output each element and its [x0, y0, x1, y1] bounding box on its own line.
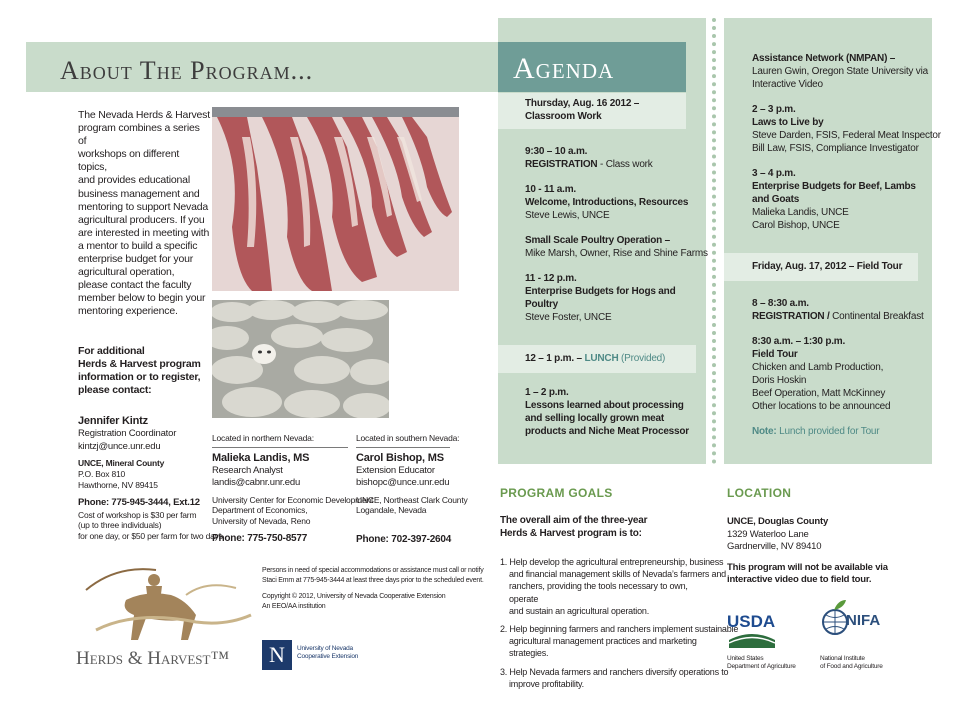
- agenda-right-list: Assistance Network (NMPAN) – Lauren Gwin, Oregon State University via Interactive Video 2 – 3 p.m. Laws to Live by Steve Darden, FSIS, Federal Meat Inspector Bill Law, FSIS, Compliance Investigator 3 – 4 p.m. Enterprise Budgets for Beef, Lambs and Goats Malieka Landis, UNCE Carol Bishop, UNCE: [752, 53, 941, 231]
- unr-logo: [262, 640, 292, 670]
- cowboy-horse-icon: [76, 560, 256, 650]
- day2-heading: Friday, Aug. 17, 2012 – Field Tour: [752, 261, 903, 272]
- about-title: About The Program...: [60, 56, 314, 85]
- divider: [212, 447, 348, 448]
- goal-item: 1. Help develop the agricultural entrepreneurship, business and financial management skills of Nevada’s farmers and ranchers, providing the tools necessary to own, operate and sustain an agricultural operation.: [500, 557, 726, 616]
- processing-item: 1 – 2 p.m. Lessons learned about processing and selling locally grown meat products and Niche Meat Processor: [525, 387, 690, 437]
- usda-caption: United States Department of Agriculture: [727, 655, 796, 670]
- accommodation-notice: Persons in need of special accommodations or assistance must call or notify Staci Emm at 775-945-3444 at least three days prior to the scheduled event. Copyright © 2012, University of Nevada Cooperative Extension An EEO/AA institution: [262, 567, 484, 610]
- goals-lead: The overall aim of the three-year Herds & Harvest program is to:: [500, 515, 648, 539]
- south-email[interactable]: bishopc@unce.unr.edu: [356, 477, 450, 488]
- cost-text: Cost of workshop is $30 per farm: [78, 509, 197, 520]
- south-contact: Located in southern Nevada: Carol Bishop, MS Extension Educator bishopc@unce.unr.edu UNCE, Northeast Clark County Logandale, Nevada Phone: 702-397-2604: [356, 433, 468, 545]
- goals-list: [500, 556, 739, 690]
- location-heading: LOCATION: [727, 486, 792, 500]
- goal-item: 3. Help Nevada farmers and ranchers diversify operations to improve profitability.: [500, 666, 729, 689]
- contact-heading: For additional Herds & Harvest program information or to register, please contact:: [78, 345, 201, 396]
- n-mark-icon: N: [269, 642, 285, 667]
- nifa-logo: NIFA: [820, 598, 884, 650]
- usda-logo: USDA: [727, 610, 777, 650]
- intro-text: The Nevada Herds & Harvest program combines a series of workshops on different topics, and provides educational business management and mentoring to support Nevada agricultural producers. If you are interested in meeting with a mentor to build a specific enterprise budget for your agricultural operation, please contact the faculty member below to begin your mentoring experience.: [78, 109, 210, 318]
- logo-text: Herds & Harvest™: [76, 648, 230, 669]
- goal-item: 2. Help beginning farmers and ranchers implement sustainable agricultural management practices and marketing strategies.: [500, 624, 739, 659]
- nifa-caption: National Institute of Food and Agriculture: [820, 655, 883, 670]
- coordinator-contact: Jennifer Kintz Registration Coordinator kintzj@unce.unr.edu UNCE, Mineral County P.O. Box 810 Hawthorne, NV 89415 Phone: 775-945-3444, Ext.12 Cost of workshop is $30 per farm (up to three individuals) for one day, or $50 per farm for two days: [78, 415, 223, 541]
- lunch-item: 12 – 1 p.m. – LUNCH (Provided): [525, 353, 666, 364]
- agenda-day1-list: 9:30 – 10 a.m. REGISTRATION - Class work 10 - 11 a.m. Welcome, Introductions, Resources Steve Lewis, UNCE Small Scale Poultry Operation – Mike Marsh, Owner, Rise and Shine Farms 11 - 12 p.m. Enterprise Budgets for Hogs and Poultry Steve Foster, UNCE: [525, 146, 708, 323]
- meat-carcass-photo: [212, 107, 459, 291]
- coordinator-name: Jennifer Kintz: [78, 415, 148, 427]
- day1-heading: Thursday, Aug. 16 2012 – Classroom Work: [525, 98, 640, 122]
- north-email[interactable]: landis@cabnr.unr.edu: [212, 477, 301, 488]
- sheep-flock-photo: [212, 300, 389, 418]
- unr-logo-text: University of Nevada Cooperative Extension: [297, 645, 359, 660]
- herds-harvest-logo: [76, 560, 256, 670]
- agenda-title: Agenda: [513, 52, 615, 85]
- coordinator-email[interactable]: kintzj@unce.unr.edu: [78, 440, 161, 452]
- agenda-day2-list: 8 – 8:30 a.m. REGISTRATION / Continental Breakfast 8:30 a.m. – 1:30 p.m. Field Tour Chicken and Lamb Production, Doris Hoskin Beef Operation, Matt McKinney Other locations to be announced Note: Lunch provided for Tour: [752, 298, 924, 437]
- program-goals-heading: PROGRAM GOALS: [500, 486, 613, 500]
- north-contact: Located in northern Nevada: Malieka Landis, MS Research Analyst landis@cabnr.unr.edu University Center for Economic Development Department of Economics, University of Nevada, Reno Phone: 775-750-8577: [212, 433, 374, 544]
- location-address: UNCE, Douglas County 1329 Waterloo Lane Gardnerville, NV 89410 This program will not be available via interactive video due to field tour.: [727, 516, 888, 585]
- coordinator-phone: Phone: 775-945-3444, Ext.12: [78, 497, 200, 508]
- divider: [356, 447, 450, 448]
- dotted-divider: [712, 18, 716, 464]
